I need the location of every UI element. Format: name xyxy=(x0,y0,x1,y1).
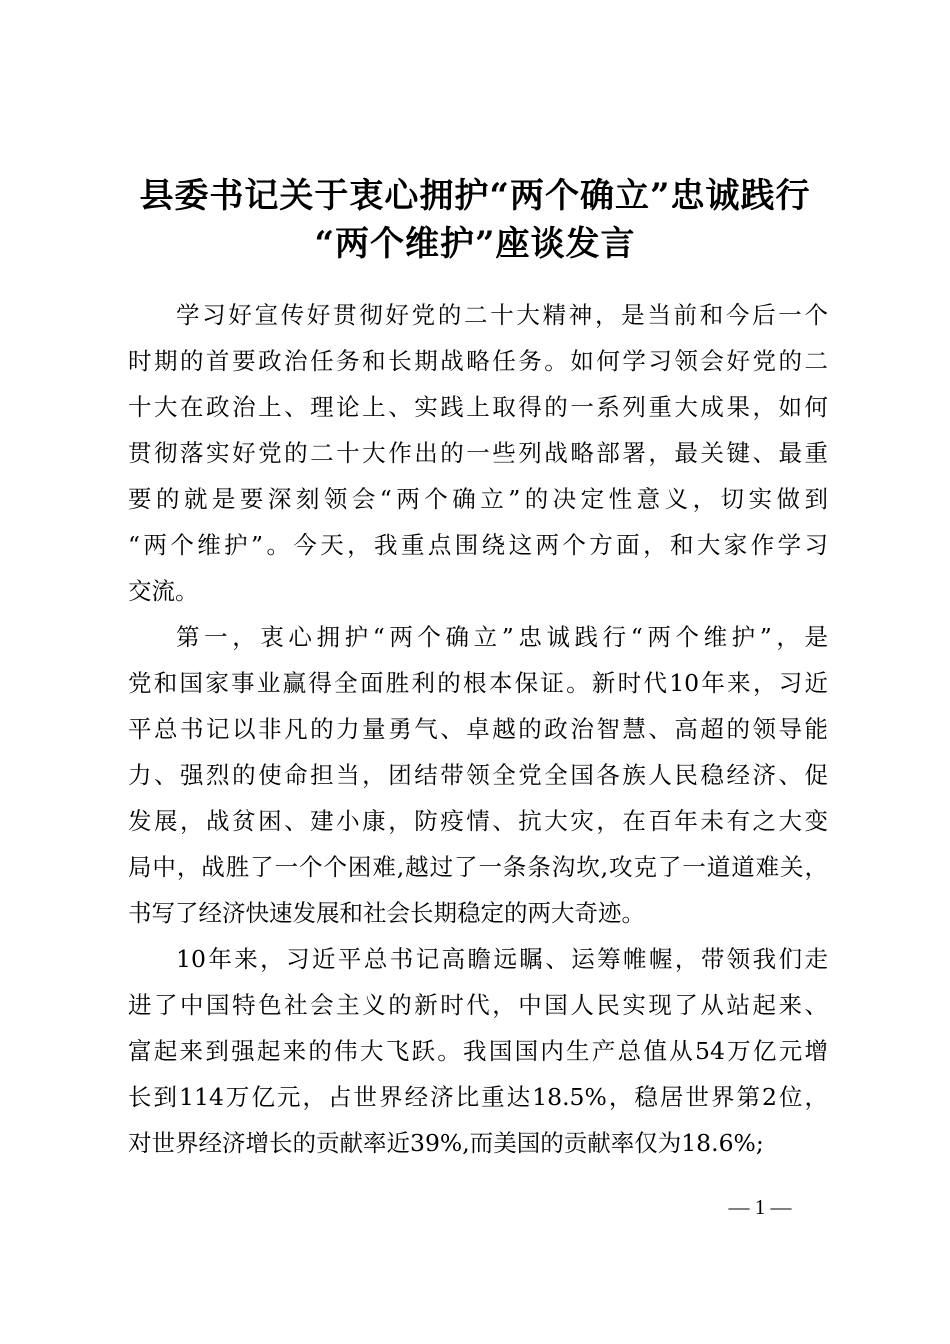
document-body xyxy=(128,292,828,1166)
paragraph-line: 平总书记以非凡的力量勇气、卓越的政治智慧、高超的领导能 xyxy=(128,715,828,743)
paragraph-line: 党和国家事业赢得全面胜利的根本保证。新时代10年来，习近 xyxy=(128,669,828,697)
paragraph-1 xyxy=(128,292,828,614)
paragraph-line: 富起来到强起来的伟大飞跃。我国国内生产总值从54万亿元增 xyxy=(128,1037,828,1065)
paragraph-line: 发展，战贫困、建小康，防疫情、抗大灾，在百年未有之大变 xyxy=(128,807,828,835)
paragraph-line: 长到114万亿元，占世界经济比重达18.5%，稳居世界第2位， xyxy=(128,1083,828,1111)
paragraph-line: 10年来，习近平总书记高瞻远瞩、运筹帷幄，带领我们走 xyxy=(176,945,828,973)
paragraph-2 xyxy=(128,614,828,936)
paragraph-line: 对世界经济增长的贡献率近39%,而美国的贡献率仅为18.6%; xyxy=(128,1129,764,1157)
paragraph-line: 交流。 xyxy=(128,577,199,605)
paragraph-line: 时期的首要政治任务和长期战略任务。如何学习领会好党的二 xyxy=(128,347,828,375)
paragraph-line: 贯彻落实好党的二十大作出的一些列战略部署，最关键、最重 xyxy=(128,439,828,467)
paragraph-line: 十大在政治上、理论上、实践上取得的一系列重大成果，如何 xyxy=(128,393,828,421)
paragraph-line: “两个维护”。今天，我重点围绕这两个方面，和大家作学习 xyxy=(128,531,828,559)
paragraph-line: 要的就是要深刻领会“两个确立”的决定性意义，切实做到 xyxy=(128,485,828,513)
paragraph-line: 局中，战胜了一个个困难,越过了一条条沟坎,攻克了一道道难关， xyxy=(128,853,828,881)
paragraph-line: 学习好宣传好贯彻好党的二十大精神，是当前和今后一个 xyxy=(176,301,828,329)
paragraph-3 xyxy=(128,936,828,1166)
paragraph-line: 书写了经济快速发展和社会长期稳定的两大奇迹。 xyxy=(128,899,645,927)
paragraph-line: 第一，衷心拥护“两个确立”忠诚践行“两个维护”，是 xyxy=(176,623,828,651)
paragraph-line: 力、强烈的使命担当，团结带领全党全国各族人民稳经济、促 xyxy=(128,761,828,789)
document-title-line-1: 县委书记关于衷心拥护“两个确立”忠诚践行 xyxy=(139,176,811,216)
page-number: — 1 — xyxy=(728,1195,792,1219)
document-title-line-2: “两个维护”座谈发言 xyxy=(314,224,636,264)
paragraph-line: 进了中国特色社会主义的新时代，中国人民实现了从站起来、 xyxy=(128,991,828,1019)
